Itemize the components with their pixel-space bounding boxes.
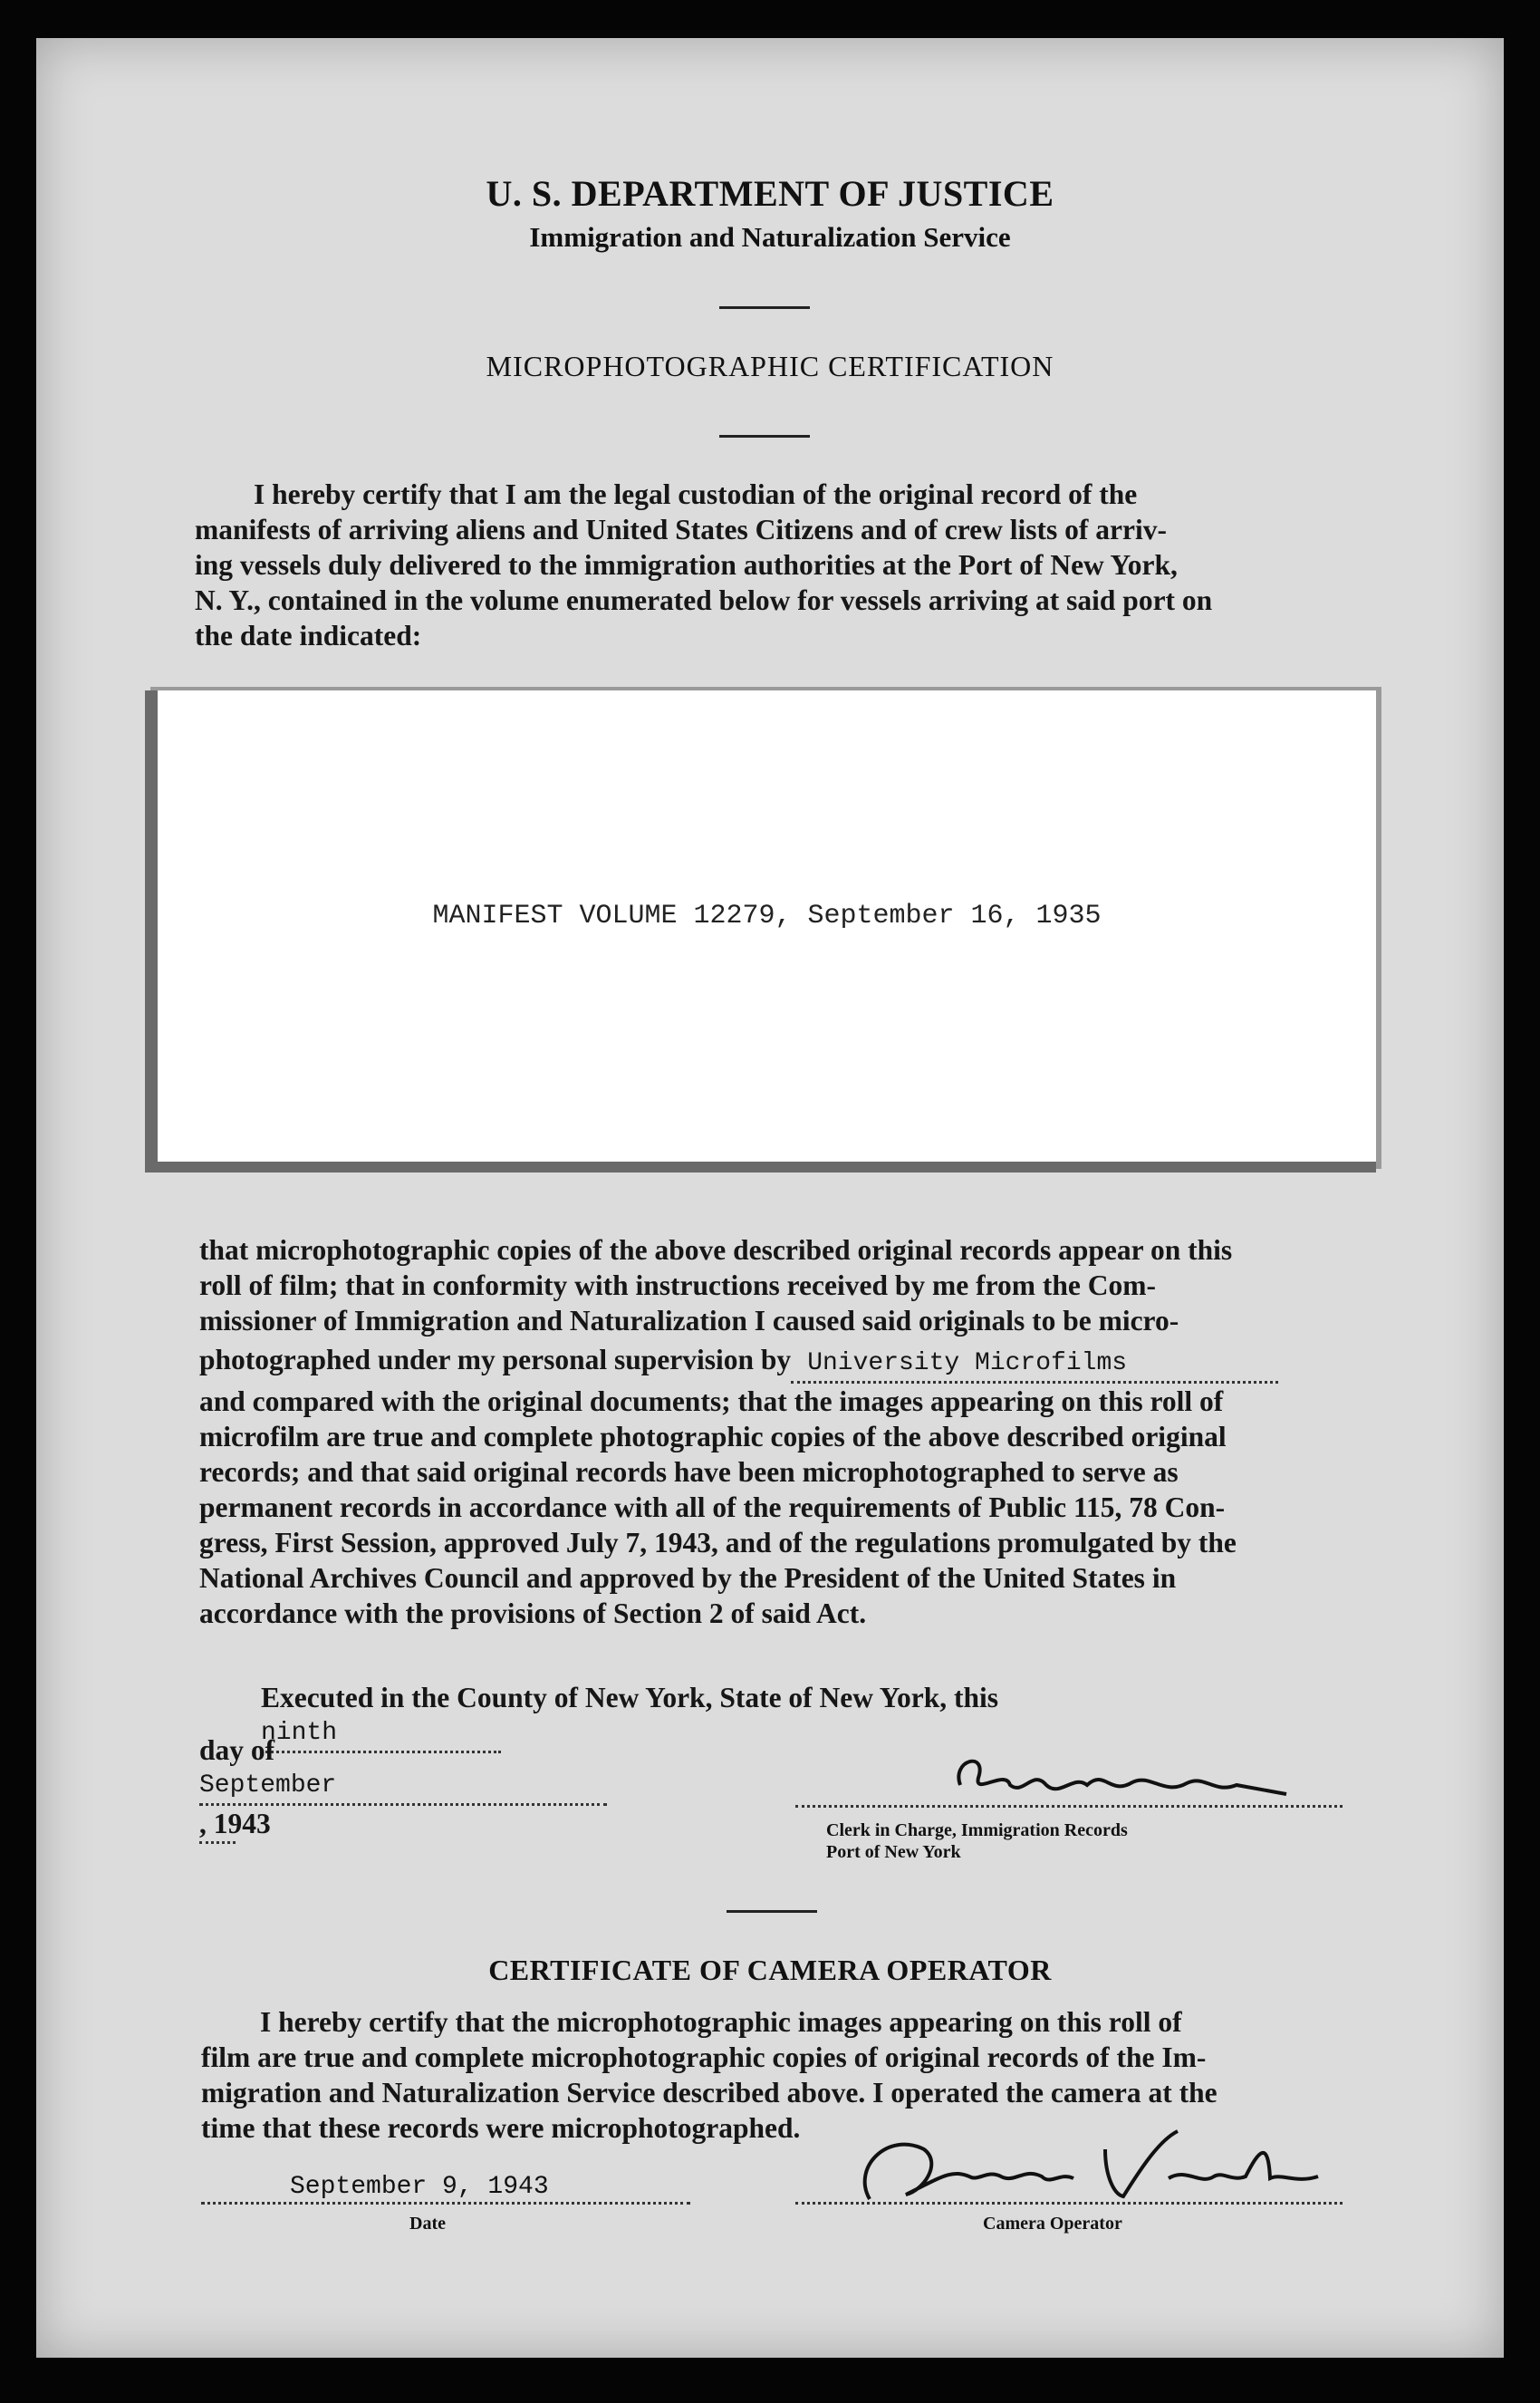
- clerk-title-line-2: Port of New York: [826, 1842, 961, 1862]
- execution-month: September: [199, 1768, 607, 1806]
- header-divider: [719, 306, 810, 309]
- body-line: gress, First Session, approved July 7, 1943, and of the regulations promulgated by the: [199, 1527, 1237, 1559]
- body-line: permanent records in accordance with all of the requirements of Public 115, 78 Con-: [199, 1491, 1226, 1523]
- body-line: and compared with the original documents; that the images appearing on this roll of: [199, 1385, 1224, 1417]
- execution-prefix: Executed in the County of New York, State of New York, this: [261, 1682, 999, 1713]
- intro-line: the date indicated:: [195, 620, 422, 651]
- certification-title: MICROPHOTOGRAPHIC CERTIFICATION: [486, 350, 1054, 382]
- clerk-signature: [924, 1742, 1350, 1814]
- camera-operator-title: CERTIFICATE OF CAMERA OPERATOR: [488, 1954, 1052, 1986]
- body-line: National Archives Council and approved by the President of the United States in: [199, 1562, 1177, 1594]
- manifest-volume-text: MANIFEST VOLUME 12279, September 16, 1935: [432, 901, 1102, 931]
- body-line: roll of film; that in conformity with instructions received by me from the Com-: [199, 1269, 1156, 1301]
- execution-day: ninth: [261, 1715, 501, 1753]
- operator-date-value: September 9, 1943: [290, 2173, 549, 2201]
- record-card: [145, 690, 1376, 1173]
- clerk-title: [826, 1819, 1128, 1863]
- execution-year: , 1943: [199, 1808, 271, 1839]
- supervision-line: [199, 1342, 1343, 1384]
- department-heading: U. S. DEPARTMENT OF JUSTICE: [486, 173, 1054, 214]
- day-of-label: day of: [199, 1734, 275, 1766]
- clerk-title-line-1: Clerk in Charge, Immigration Records: [826, 1820, 1128, 1840]
- intro-line: manifests of arriving aliens and United States Citizens and of crew lists of arriv-: [195, 514, 1167, 545]
- title-divider: [719, 435, 810, 438]
- date-line: [201, 2202, 690, 2205]
- intro-line: ing vessels duly delivered to the immigration authorities at the Port of New York,: [195, 549, 1178, 581]
- operator-line: I hereby certify that the microphotographic images appearing on this roll of: [260, 2006, 1182, 2038]
- body-line: that microphotographic copies of the above described original records appear on this: [199, 1234, 1233, 1266]
- body-line: accordance with the provisions of Section 2 of said Act.: [199, 1597, 867, 1629]
- section-divider: [727, 1910, 817, 1913]
- clerk-signature-line: [795, 1805, 1343, 1808]
- date-label: Date: [409, 2214, 446, 2234]
- body-line: missioner of Immigration and Naturalization I caused said originals to be micro-: [199, 1305, 1179, 1337]
- service-heading: Immigration and Naturalization Service: [529, 221, 1011, 253]
- operator-signature: [833, 2113, 1341, 2213]
- certificate-page: [36, 38, 1504, 2358]
- body-paragraph: [199, 1232, 1343, 1631]
- intro-line: N. Y., contained in the volume enumerated below for vessels arriving at said port on: [195, 584, 1213, 616]
- supervision-prefix: photographed under my personal supervision by: [199, 1344, 792, 1375]
- intro-line: I hereby certify that I am the legal custodian of the original record of the: [254, 478, 1138, 510]
- operator-line: migration and Naturalization Service described above. I operated the camera at the: [201, 2077, 1218, 2109]
- intro-paragraph: [195, 477, 1338, 653]
- operator-line: time that these records were microphotographed.: [201, 2112, 801, 2144]
- body-line: microfilm are true and complete photographic copies of the above described original: [199, 1421, 1227, 1452]
- operator-line: film are true and complete microphotographic copies of original records of the Im-: [201, 2041, 1207, 2073]
- camera-operator-label: Camera Operator: [983, 2214, 1122, 2234]
- operator-signature-line: [795, 2202, 1343, 2205]
- supervisor-name: University Microfilms: [791, 1346, 1278, 1384]
- body-line: records; and that said original records have been microphotographed to serve as: [199, 1456, 1179, 1488]
